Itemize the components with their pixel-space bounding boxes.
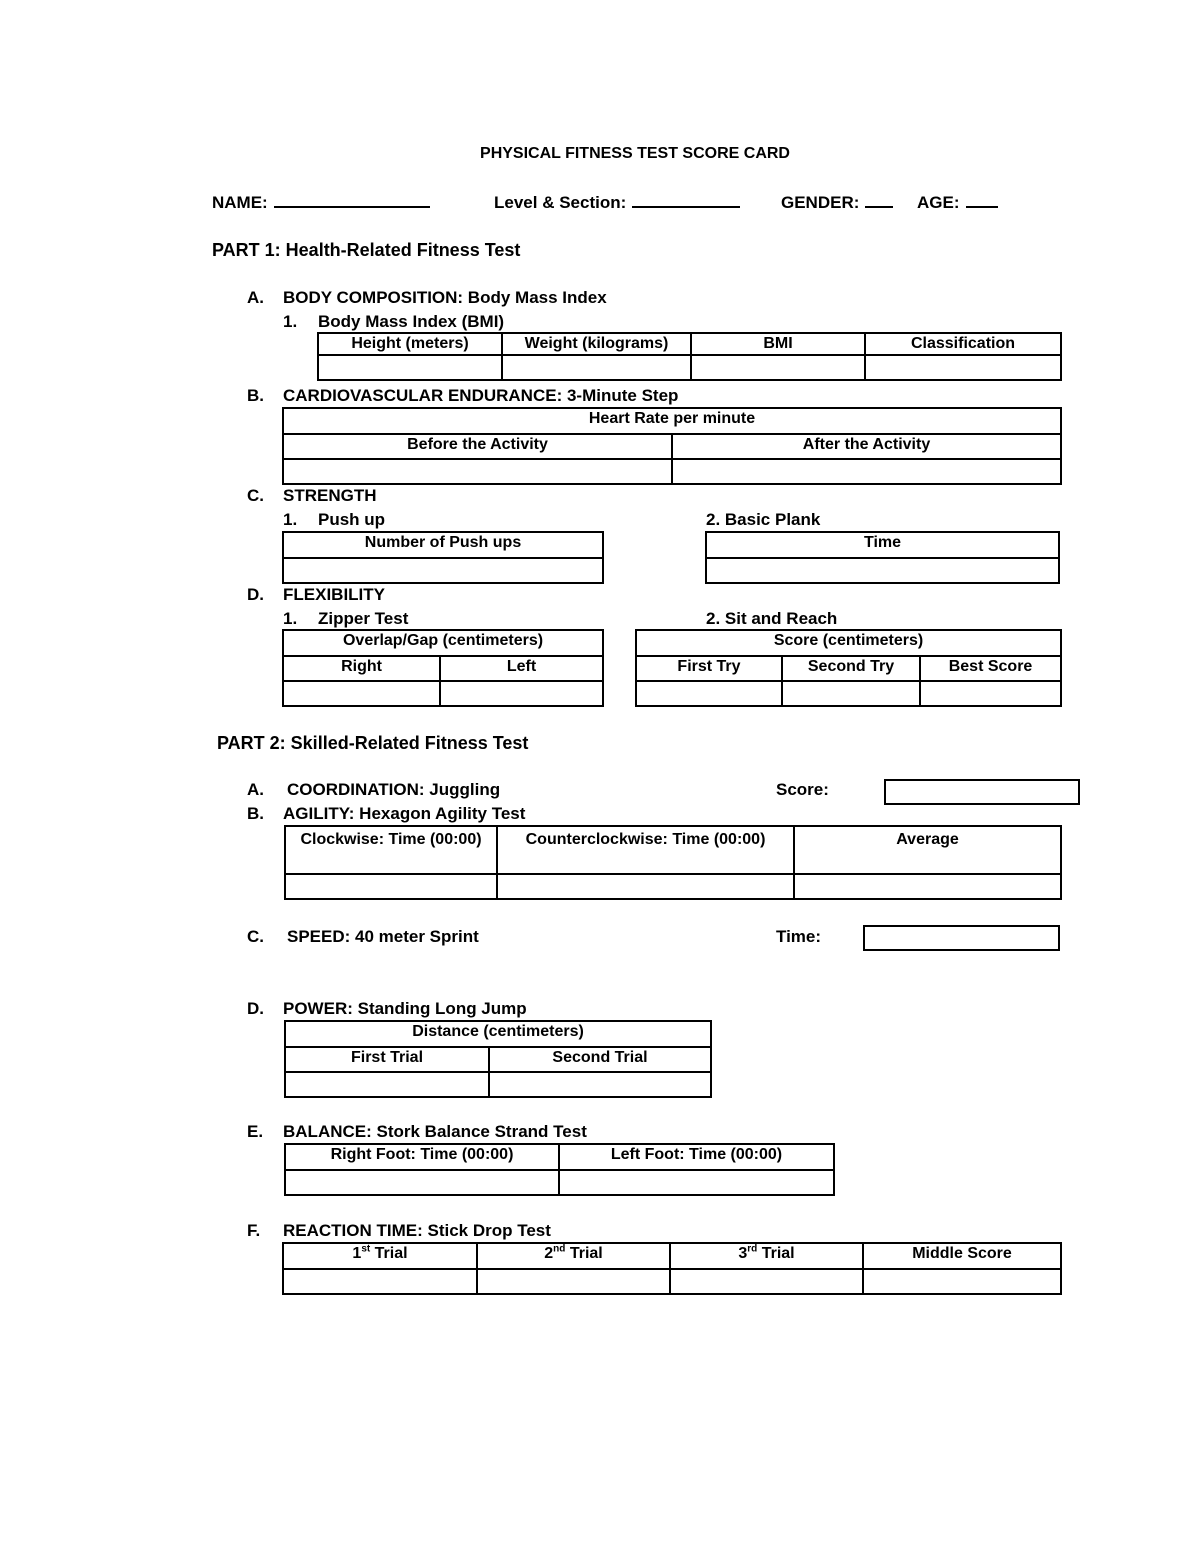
power-second-header: Second Trial [489, 1047, 711, 1072]
part2-d-letter: D. [247, 999, 264, 1018]
heart-rate-before-header: Before the Activity [283, 434, 672, 459]
sit-reach-best-header: Best Score [920, 656, 1061, 681]
level-section-field [494, 192, 740, 213]
level-blank[interactable] [632, 192, 740, 208]
reaction-trial3-header: 3rd Trial [670, 1243, 863, 1269]
part2-c-letter: C. [247, 927, 264, 946]
part1-a-item-num: 1. [283, 312, 298, 331]
gender-blank[interactable] [865, 192, 893, 208]
bmi-classification-cell[interactable] [865, 355, 1061, 380]
agility-counterclockwise-header: Counterclockwise: Time (00:00) [497, 826, 794, 874]
coordination-score-label: Score: [776, 780, 829, 799]
gender-field [781, 192, 893, 213]
plank-cell[interactable] [706, 558, 1059, 583]
zipper-header: Overlap/Gap (centimeters) [283, 630, 603, 656]
balance-left-header: Left Foot: Time (00:00) [559, 1144, 834, 1170]
sit-reach-label: 2. Sit and Reach [706, 609, 838, 628]
reaction-trial2-header: 2nd Trial [477, 1243, 670, 1269]
zipper-table [282, 629, 604, 707]
power-second-cell[interactable] [489, 1072, 711, 1097]
pushup-cell[interactable] [283, 558, 603, 583]
heart-rate-after-cell[interactable] [672, 459, 1061, 484]
power-table [284, 1020, 712, 1098]
plank-header: Time [706, 532, 1059, 558]
bmi-header-height: Height (meters) [318, 333, 502, 355]
agility-average-cell[interactable] [794, 874, 1061, 899]
reaction-trial1-cell[interactable] [283, 1269, 477, 1294]
bmi-value-cell[interactable] [691, 355, 865, 380]
name-label: NAME: [212, 193, 268, 212]
name-field [212, 192, 430, 213]
part2-title: PART 2: Skilled-Related Fitness Test [217, 733, 529, 753]
pushup-header: Number of Push ups [283, 532, 603, 558]
bmi-table [317, 332, 1062, 381]
zipper-right-header: Right [283, 656, 440, 681]
part1-a-letter: A. [247, 288, 264, 307]
plank-label: 2. Basic Plank [706, 510, 821, 529]
bmi-header-bmi: BMI [691, 333, 865, 355]
age-field [917, 192, 998, 213]
part1-d-title: FLEXIBILITY [283, 585, 385, 604]
zipper-left-cell[interactable] [440, 681, 603, 706]
sit-reach-first-header: First Try [636, 656, 782, 681]
part1-b-letter: B. [247, 386, 264, 405]
part1-b-title: CARDIOVASCULAR ENDURANCE: 3-Minute Step [283, 386, 679, 405]
gender-label: GENDER: [781, 193, 860, 212]
sit-reach-second-header: Second Try [782, 656, 920, 681]
age-label: AGE: [917, 193, 960, 212]
reaction-table [282, 1242, 1062, 1295]
agility-average-header: Average [794, 826, 1061, 874]
agility-clockwise-header: Clockwise: Time (00:00) [285, 826, 497, 874]
part1-c-letter: C. [247, 486, 264, 505]
part1-d-letter: D. [247, 585, 264, 604]
power-header: Distance (centimeters) [285, 1021, 711, 1047]
sit-reach-header: Score (centimeters) [636, 630, 1061, 656]
reaction-trial1-header: 1st Trial [283, 1243, 477, 1269]
bmi-header-classification: Classification [865, 333, 1061, 355]
zipper-num: 1. [283, 609, 298, 628]
agility-clockwise-cell[interactable] [285, 874, 497, 899]
zipper-left-header: Left [440, 656, 603, 681]
part2-e-letter: E. [247, 1122, 264, 1141]
bmi-weight-cell[interactable] [502, 355, 691, 380]
pushup-num: 1. [283, 510, 298, 529]
age-blank[interactable] [966, 192, 998, 208]
agility-table [284, 825, 1062, 900]
reaction-middle-cell[interactable] [863, 1269, 1061, 1294]
plank-table [705, 531, 1060, 584]
balance-right-header: Right Foot: Time (00:00) [285, 1144, 559, 1170]
level-label: Level & Section: [494, 193, 627, 212]
balance-table [284, 1143, 835, 1196]
power-first-header: First Trial [285, 1047, 489, 1072]
part2-c-title: SPEED: 40 meter Sprint [287, 927, 479, 946]
pushup-label: Push up [318, 510, 386, 529]
bmi-header-weight: Weight (kilograms) [502, 333, 691, 355]
part2-f-letter: F. [247, 1221, 261, 1240]
part2-d-title: POWER: Standing Long Jump [283, 999, 527, 1018]
reaction-trial2-cell[interactable] [477, 1269, 670, 1294]
part1-title: PART 1: Health-Related Fitness Test [212, 240, 521, 260]
heart-rate-table [282, 407, 1062, 485]
part2-a-title: COORDINATION: Juggling [287, 780, 501, 799]
reaction-middle-header: Middle Score [863, 1243, 1061, 1269]
part2-b-letter: B. [247, 804, 264, 823]
balance-left-cell[interactable] [559, 1170, 834, 1195]
name-blank[interactable] [274, 192, 430, 208]
zipper-label: Zipper Test [318, 609, 409, 628]
sit-reach-first-cell[interactable] [636, 681, 782, 706]
page-title: PHYSICAL FITNESS TEST SCORE CARD [480, 145, 790, 162]
part2-a-letter: A. [247, 780, 264, 799]
heart-rate-header: Heart Rate per minute [283, 408, 1061, 434]
heart-rate-before-cell[interactable] [283, 459, 672, 484]
bmi-height-cell[interactable] [318, 355, 502, 380]
speed-time-label: Time: [776, 927, 822, 946]
part2-e-title: BALANCE: Stork Balance Strand Test [283, 1122, 587, 1141]
part1-c-title: STRENGTH [283, 486, 377, 505]
part1-a-title: BODY COMPOSITION: Body Mass Index [283, 288, 607, 307]
part1-a-item: Body Mass Index (BMI) [318, 312, 505, 331]
heart-rate-after-header: After the Activity [672, 434, 1061, 459]
coordination-score-box[interactable] [884, 779, 1080, 805]
part2-b-title: AGILITY: Hexagon Agility Test [283, 804, 526, 823]
sit-reach-best-cell[interactable] [920, 681, 1061, 706]
part2-f-title: REACTION TIME: Stick Drop Test [283, 1221, 551, 1240]
agility-counterclockwise-cell[interactable] [497, 874, 794, 899]
zipper-right-cell[interactable] [283, 681, 440, 706]
speed-time-box[interactable] [863, 925, 1060, 951]
sit-reach-second-cell[interactable] [782, 681, 920, 706]
pushup-table [282, 531, 604, 584]
reaction-trial3-cell[interactable] [670, 1269, 863, 1294]
balance-right-cell[interactable] [285, 1170, 559, 1195]
power-first-cell[interactable] [285, 1072, 489, 1097]
sit-reach-table [635, 629, 1062, 707]
